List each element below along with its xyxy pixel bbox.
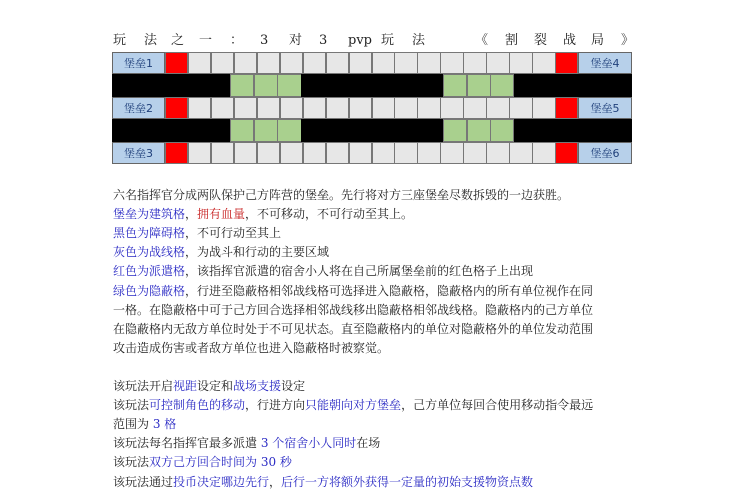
lane-cell	[394, 52, 417, 74]
lane-cell	[188, 97, 211, 119]
rule-segment: 视距	[173, 379, 198, 393]
rule-segment: 该玩法通过	[113, 474, 174, 489]
lane-cell	[280, 52, 303, 74]
cover-cell	[277, 74, 301, 96]
rule-segment: ，该指挥官派遣的宿舍小人将在自己所属堡垒前的红色格子上出现	[185, 264, 534, 279]
title-char: 割	[505, 33, 519, 48]
title-char: 3	[260, 33, 269, 48]
fort-right: 堡垒4	[578, 52, 632, 74]
fort-left: 堡垒2	[112, 97, 165, 119]
lane-cell	[417, 52, 440, 74]
obstacle-cell	[537, 119, 561, 141]
obstacle-cell	[608, 74, 632, 96]
rule-segment: 攻击造成伤害或者敌方单位也进入隐蔽格时被察觉。	[113, 340, 390, 355]
obstacle-cell	[419, 74, 443, 96]
lane-cell	[188, 142, 211, 164]
lane-cell	[463, 52, 486, 74]
cover-cell	[490, 119, 514, 141]
rule-segment: ，不可移动，不可行动至其上。	[245, 207, 414, 222]
rule-segment: 该玩法	[113, 398, 150, 413]
cover-cell	[254, 119, 278, 141]
rule-segment: 3 格	[152, 417, 177, 432]
lane-cell	[463, 142, 486, 164]
lane-cell	[417, 97, 440, 119]
rule-line	[113, 243, 329, 262]
rule-line	[113, 434, 380, 453]
obstacle-cell	[396, 74, 420, 96]
cover-cell	[467, 74, 491, 96]
fort-left: 堡垒3	[112, 142, 165, 164]
title-char: pvp	[348, 33, 372, 48]
lane-cell	[440, 52, 463, 74]
obstacle-cell	[325, 74, 349, 96]
lane-cell	[303, 142, 326, 164]
rule-segment: 一格。在隐蔽格中可于己方回合选择相邻战线移出隐蔽格相邻战线格。隐蔽格内的己方单位	[113, 302, 594, 317]
rule-segment: 六名指挥官分成两队保护己方阵营的堡垒。先行将对方三座堡垒尽数拆毁的一边获胜。	[113, 188, 570, 202]
rule-line	[113, 339, 389, 358]
rule-line	[113, 415, 176, 434]
lane-cell	[349, 52, 372, 74]
fort-right: 堡垒6	[578, 142, 632, 164]
lane-cell	[509, 52, 532, 74]
rule-segment: 可控制角色的移动	[149, 398, 246, 413]
obstacle-cell	[183, 119, 207, 141]
rule-line	[113, 282, 593, 301]
obstacle-cell	[183, 74, 207, 96]
obstacle-cell	[514, 74, 538, 96]
title-char: 玩	[381, 33, 395, 48]
lane-cell	[394, 142, 417, 164]
rule-line	[113, 301, 593, 320]
title-char: 法	[412, 33, 426, 48]
title-char: 局	[591, 33, 605, 48]
rule-line	[113, 224, 281, 243]
lane-cell	[440, 97, 463, 119]
title-char: 一	[199, 33, 213, 48]
cover-cell	[254, 74, 278, 96]
rule-line	[113, 377, 305, 396]
lane-cell	[349, 97, 372, 119]
obstacle-cell	[348, 119, 372, 141]
rule-segment: 拥有血量	[197, 207, 246, 222]
rule-segment: 该玩法	[113, 455, 150, 470]
rule-segment: 战场支援	[233, 379, 282, 393]
cover-cell	[443, 74, 467, 96]
rule-segment: 红色为派遣格	[113, 264, 186, 279]
rule-segment: ，为战斗和行动的主要区域	[185, 245, 330, 260]
title-char: 《	[475, 33, 489, 48]
obstacle-cell	[561, 74, 585, 96]
lane-cell	[257, 142, 280, 164]
lane-cell	[532, 52, 555, 74]
lane-cell	[326, 97, 349, 119]
obstacle-cell	[372, 74, 396, 96]
obstacle-cell	[396, 119, 420, 141]
obstacle-cell	[585, 74, 609, 96]
rule-segment: ，己方单位每回合使用移动指令最远	[401, 398, 594, 413]
obstacle-cell	[112, 119, 136, 141]
lane-cell	[372, 97, 395, 119]
obstacle-cell	[514, 119, 538, 141]
lane-cell	[532, 142, 555, 164]
dispatch-cell	[165, 142, 188, 164]
lane-cell	[303, 52, 326, 74]
page-title	[113, 31, 633, 51]
rule-line	[113, 396, 593, 415]
fort-right: 堡垒5	[578, 97, 632, 119]
rule-line	[113, 453, 292, 472]
lane-cell	[532, 97, 555, 119]
rule-segment: 投币决定哪边先行	[173, 474, 270, 489]
lane-cell	[257, 52, 280, 74]
rule-line	[113, 473, 533, 492]
cover-cell	[443, 119, 467, 141]
lane-cell	[326, 52, 349, 74]
cover-cell	[230, 119, 254, 141]
lane-cell	[372, 142, 395, 164]
obstacle-cell	[561, 119, 585, 141]
dispatch-cell	[165, 52, 188, 74]
obstacle-cell	[419, 119, 443, 141]
rule-line	[113, 186, 569, 205]
rule-segment: 黑色为障碍格	[113, 226, 186, 241]
title-char: 玩	[113, 33, 127, 48]
lane-cell	[234, 142, 257, 164]
rule-segment: 绿色为隐蔽格	[113, 283, 186, 298]
dispatch-cell	[165, 97, 188, 119]
lane-cell	[394, 97, 417, 119]
lane-cell	[486, 142, 509, 164]
lane-cell	[463, 97, 486, 119]
obstacle-cell	[159, 119, 183, 141]
lane-cell	[417, 142, 440, 164]
rule-line	[113, 205, 413, 224]
lane-cell	[280, 97, 303, 119]
title-char: ：	[230, 33, 244, 48]
lane-cell	[211, 142, 234, 164]
obstacle-cell	[325, 119, 349, 141]
rule-segment: 设定	[281, 379, 306, 393]
lane-cell	[257, 97, 280, 119]
title-char: 裂	[534, 33, 548, 48]
lane-cell	[349, 142, 372, 164]
lane-cell	[211, 52, 234, 74]
rule-segment: ，	[185, 207, 198, 222]
cover-cell	[467, 119, 491, 141]
rule-segment: ，	[269, 474, 282, 489]
rule-segment: ，行进至隐蔽格相邻战线格可选择进入隐蔽格，隐蔽格内的所有单位视作在同	[185, 283, 594, 298]
lane-cell	[280, 142, 303, 164]
lane-cell	[211, 97, 234, 119]
obstacle-cell	[348, 74, 372, 96]
title-char: 之	[171, 33, 185, 48]
rule-segment: 只能朝向对方堡垒	[305, 398, 402, 413]
obstacle-cell	[136, 74, 160, 96]
title-char: 战	[563, 33, 577, 48]
rule-segment: 该玩法每名指挥官最多派遣	[113, 436, 261, 451]
title-char: 法	[144, 33, 158, 48]
rule-line	[113, 320, 593, 339]
obstacle-cell	[372, 119, 396, 141]
obstacle-cell	[207, 74, 231, 96]
lane-cell	[440, 142, 463, 164]
cover-cell	[277, 119, 301, 141]
lane-cell	[326, 142, 349, 164]
rule-segment: 3 个宿舍小人同时	[260, 436, 357, 451]
battle-grid	[112, 52, 632, 164]
title-char: 3	[319, 33, 328, 48]
dispatch-cell	[555, 142, 578, 164]
obstacle-cell	[301, 74, 325, 96]
fort-left: 堡垒1	[112, 52, 165, 74]
obstacle-cell	[136, 119, 160, 141]
lane-cell	[509, 142, 532, 164]
cover-cell	[490, 74, 514, 96]
obstacle-cell	[159, 74, 183, 96]
dispatch-cell	[555, 97, 578, 119]
cover-cell	[230, 74, 254, 96]
lane-cell	[234, 52, 257, 74]
obstacle-cell	[112, 74, 136, 96]
lane-cell	[188, 52, 211, 74]
obstacle-cell	[608, 119, 632, 141]
rule-segment: 该玩法开启	[113, 379, 174, 393]
lane-cell	[486, 52, 509, 74]
lane-cell	[509, 97, 532, 119]
lane-cell	[486, 97, 509, 119]
rule-segment: 堡垒为建筑格	[113, 207, 186, 222]
obstacle-cell	[301, 119, 325, 141]
rule-segment: ，行进方向	[245, 398, 306, 413]
title-char: 对	[289, 33, 303, 48]
rule-segment: ，不可行动至其上	[185, 226, 282, 241]
rule-segment: 灰色为战线格	[113, 245, 186, 260]
rule-segment: 设定和	[197, 379, 234, 393]
dispatch-cell	[555, 52, 578, 74]
obstacle-cell	[207, 119, 231, 141]
rule-segment: 双方己方回合时间为 30 秒	[149, 455, 292, 470]
rule-line	[113, 262, 533, 281]
obstacle-cell	[537, 74, 561, 96]
lane-cell	[234, 97, 257, 119]
lane-cell	[303, 97, 326, 119]
rule-segment: 在隐蔽格内无敌方单位时处于不可见状态。直至隐蔽格内的单位对隐蔽格外的单位发动范围	[113, 321, 594, 336]
obstacle-cell	[585, 119, 609, 141]
rule-segment: 范围为	[113, 417, 153, 432]
title-char: 》	[621, 33, 635, 48]
rule-segment: 在场	[356, 436, 381, 451]
rule-segment: 后行一方将额外获得一定量的初始支援物资点数	[281, 474, 534, 489]
lane-cell	[372, 52, 395, 74]
